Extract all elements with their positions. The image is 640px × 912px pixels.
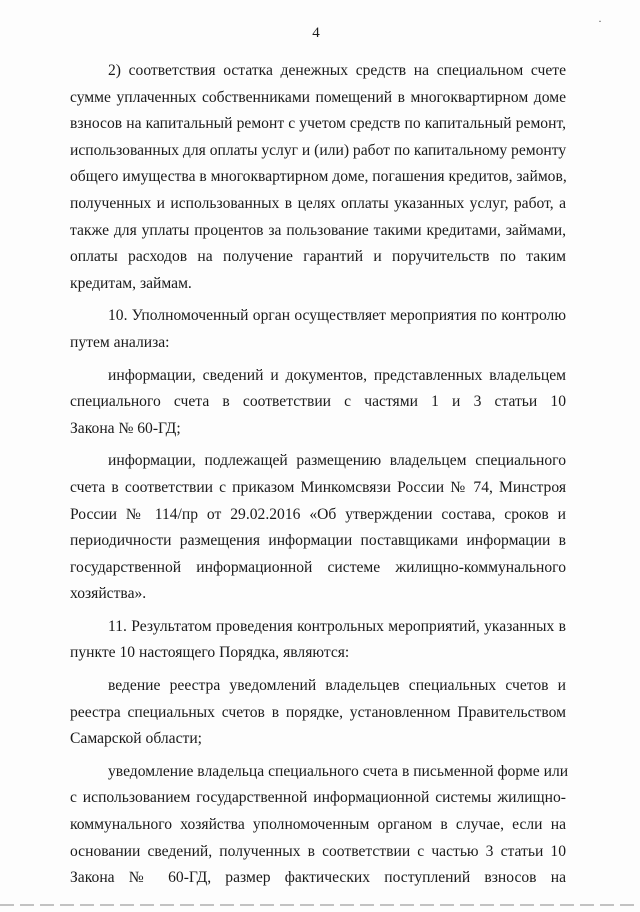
text-line: 11. Результатом проведения контрольных мероприятий, указанных в xyxy=(108,617,566,635)
text-line: пункте 10 настоящего Порядка, являются: xyxy=(70,644,350,662)
paragraph xyxy=(70,759,569,892)
text-line: Самарской области; xyxy=(70,730,203,748)
text-line: взносов на капитальный ремонт с учетом средств по капитальный ремонт, xyxy=(70,115,566,133)
text-line: также для уплаты процентов за пользование такими кредитами, займами, xyxy=(70,221,566,239)
scan-edge-artifact xyxy=(0,904,640,906)
paragraph xyxy=(70,363,566,443)
text-line: ведение реестра уведомлений владельцев специальных счетов и xyxy=(108,677,566,695)
document-body xyxy=(70,58,569,892)
text-line: 2) соответствия остатка денежных средств на специальном счете xyxy=(108,62,566,79)
text-line: России № 114/пр от 29.02.2016 «Об утверждении состава, сроков и xyxy=(70,505,566,523)
text-line: использованных для оплаты услуг и (или) работ по капитальному ремонту xyxy=(70,141,567,159)
text-line: полученных и использованных в целях оплаты указанных услуг, работ, а xyxy=(70,194,566,212)
text-line: хозяйства». xyxy=(70,585,147,603)
text-line: уведомление владельца специального счета в письменной форме или xyxy=(108,762,569,780)
text-line: оплаты расходов на получение гарантий и поручительств по таким xyxy=(70,248,566,266)
paragraph xyxy=(70,303,566,356)
page-number: 4 xyxy=(312,25,320,41)
text-line: информации, сведений и документов, представленных владельцем xyxy=(108,366,566,384)
text-line: государственной информационной системе жилищно-коммунального xyxy=(70,558,566,576)
text-line: сумме уплаченных собственниками помещений в многоквартирном доме xyxy=(70,88,566,106)
text-line: Закона № 60-ГД, размер фактических поступлений взносов на xyxy=(70,869,566,887)
text-line: специального счета в соответствии с частями 1 и 3 статьи 10 xyxy=(70,393,566,411)
paragraph xyxy=(70,614,566,667)
text-line: 10. Уполномоченный орган осуществляет мероприятия по контролю xyxy=(108,307,566,325)
text-line: с использованием государственной информационной системы жилищно- xyxy=(70,789,566,807)
text-line: периодичности размещения информации поставщиками информации в xyxy=(70,532,566,550)
text-line: коммунального хозяйства уполномоченным органом в случае, если на xyxy=(70,816,566,834)
text-line: реестра специальных счетов в порядке, установленном Правительством xyxy=(70,703,566,721)
text-line: кредитам, займам. xyxy=(70,274,192,292)
text-line: счета в соответствии с приказом Минкомсвязи России № 74, Минстроя xyxy=(70,478,566,496)
paragraph xyxy=(70,448,566,608)
text-line: информации, подлежащей размещению владельцем специального xyxy=(108,452,566,470)
scan-speck: · xyxy=(598,14,602,28)
text-line: путем анализа: xyxy=(70,333,170,351)
paragraph xyxy=(70,673,566,753)
text-line: общего имущества в многоквартирном доме, погашения кредитов, займов, xyxy=(70,168,567,186)
paragraph xyxy=(70,58,566,297)
text-line: Закона № 60-ГД; xyxy=(70,419,181,437)
text-line: основании сведений, полученных в соответствии с частью 3 статьи 10 xyxy=(70,842,566,860)
